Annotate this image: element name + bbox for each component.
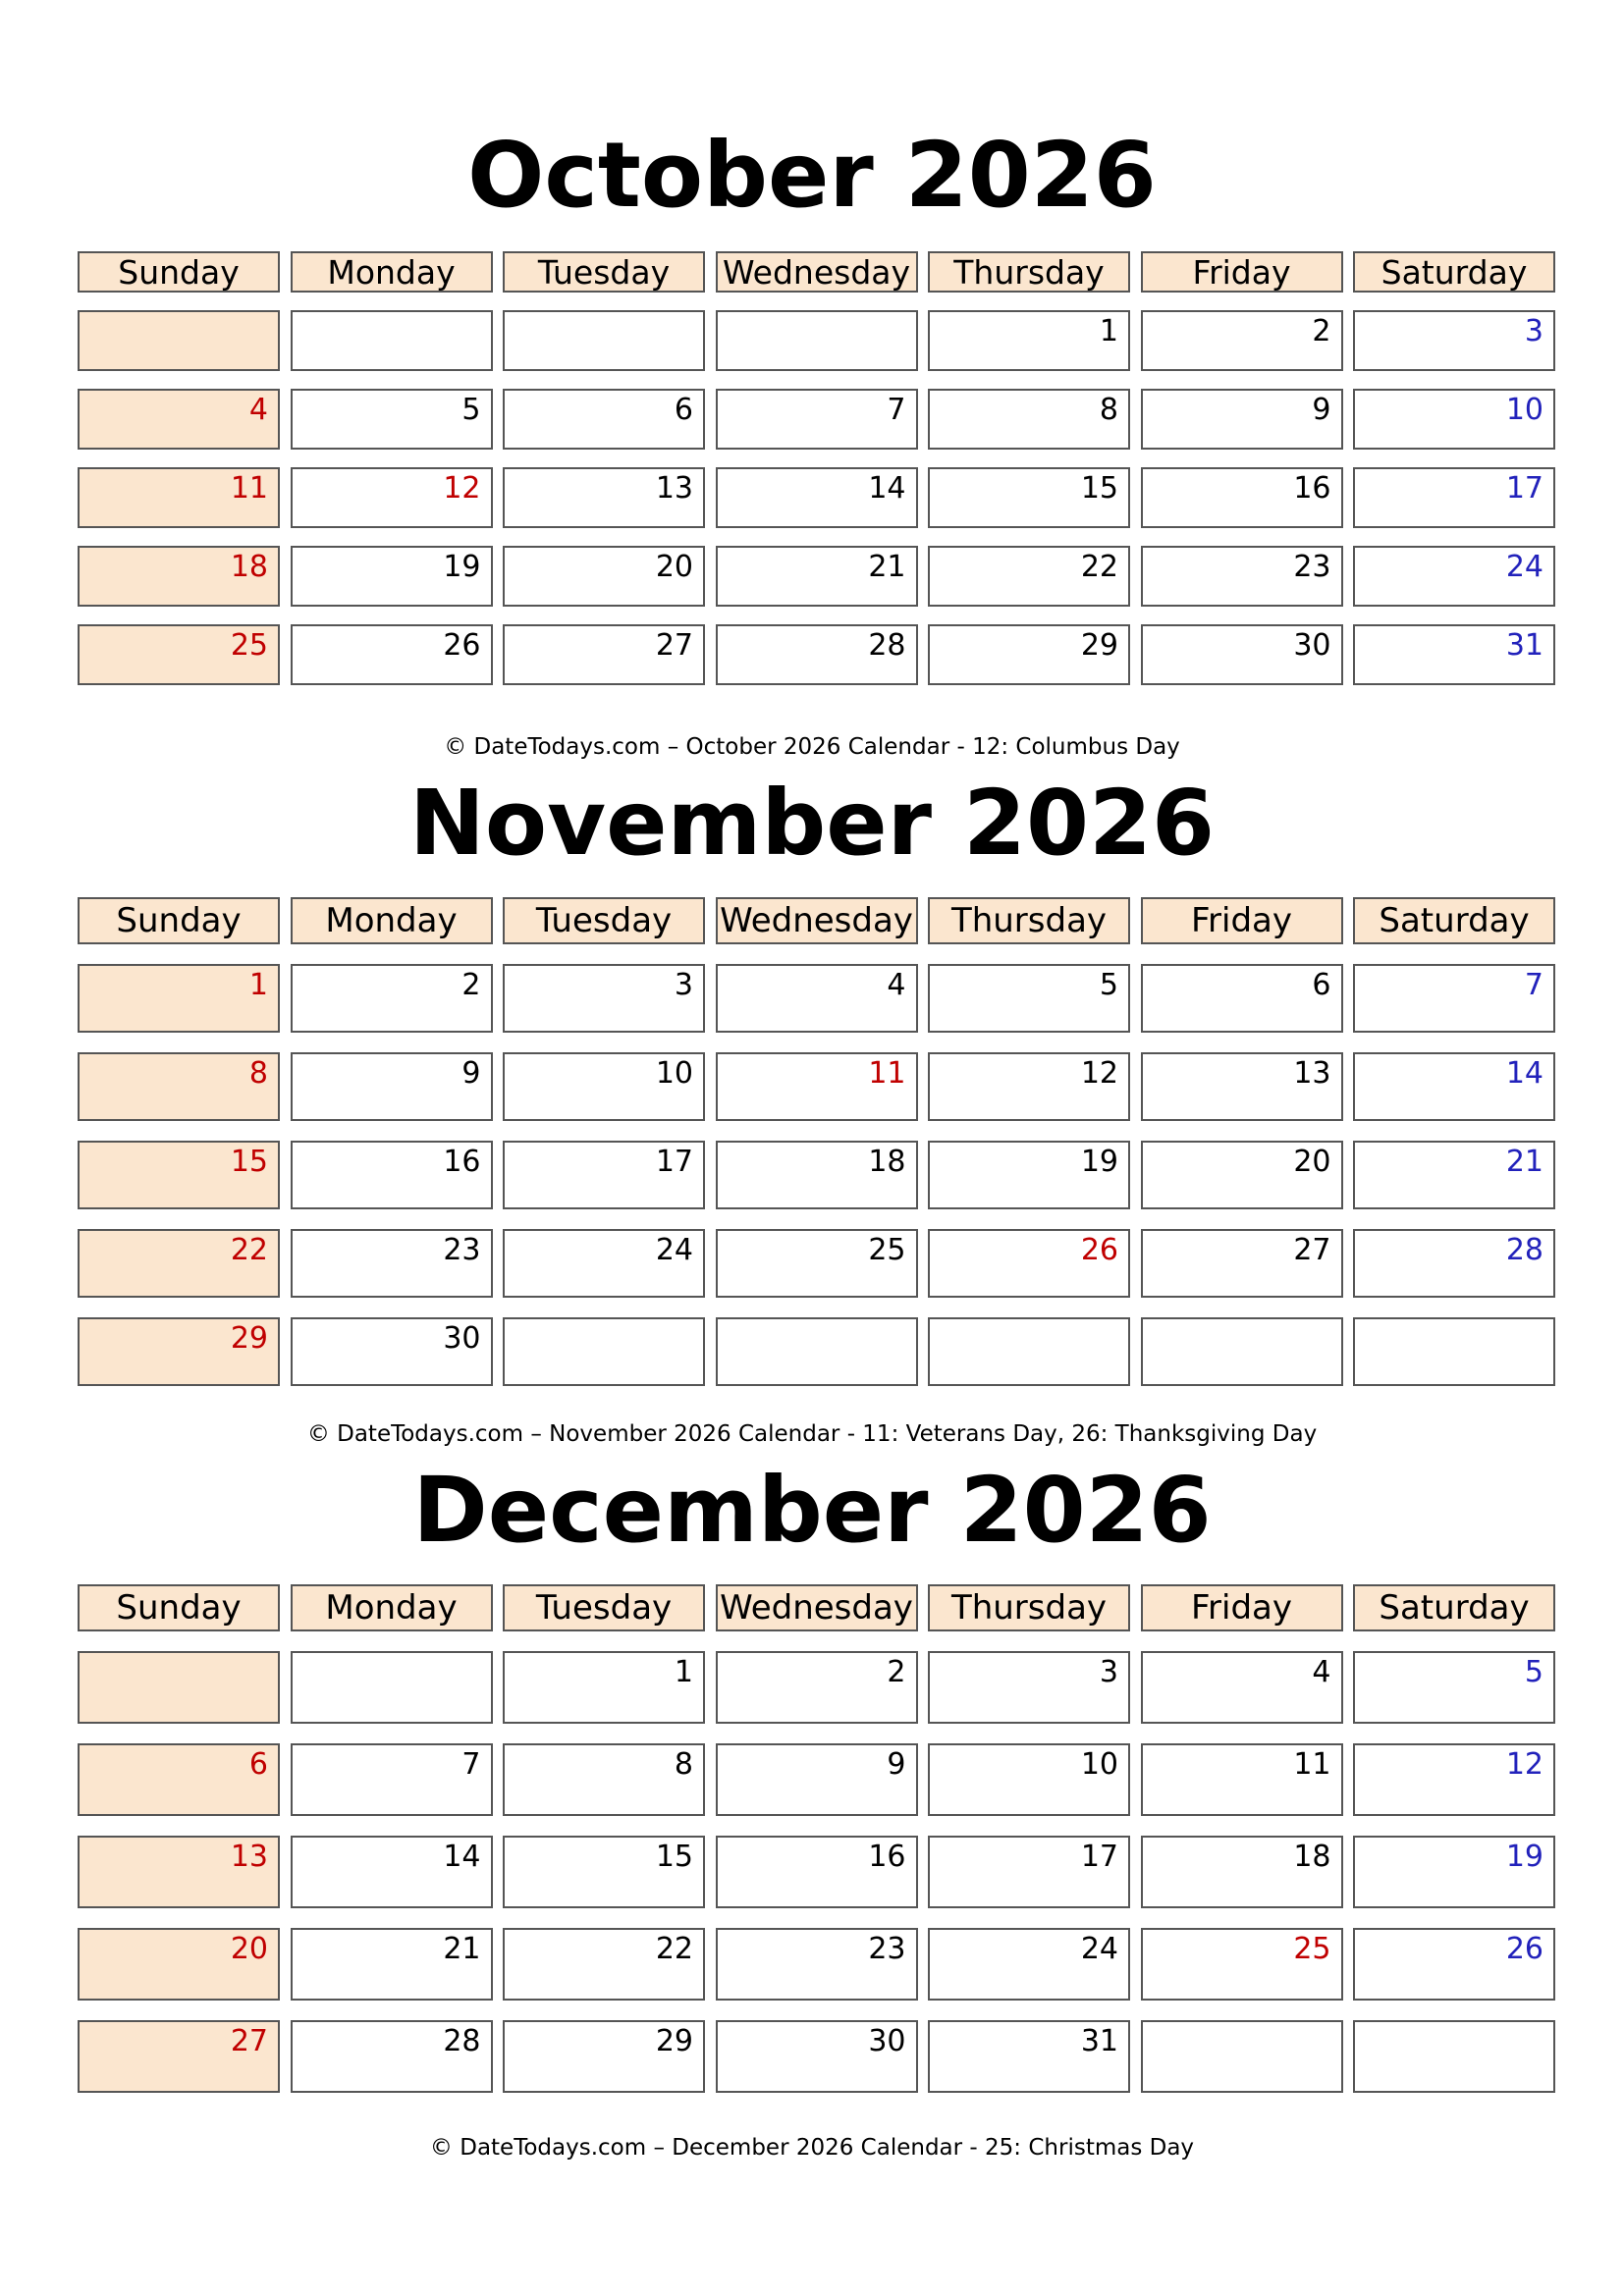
calendar-grid-october [78,251,1555,685]
day-cell [503,1229,705,1298]
day-cell [928,310,1130,371]
weekday-header-thursday: Thursday [928,1584,1130,1631]
day-cell [928,1141,1130,1209]
day-cell [78,624,280,685]
month-footer-october: © DateTodays.com – October 2026 Calendar - 12: Columbus Day [444,734,1180,760]
day-cell [78,1141,280,1209]
day-cell [716,1229,918,1298]
day-cell [503,546,705,607]
day-number: 1 [248,968,268,1002]
day-cell [928,1836,1130,1908]
day-cell [928,624,1130,685]
day-number: 27 [1293,1233,1331,1267]
day-number: 14 [868,471,906,506]
day-number: 27 [655,628,693,663]
day-cell [291,1651,493,1724]
day-number: 16 [443,1145,481,1179]
day-cell [1353,1317,1555,1386]
day-number: 16 [1293,471,1331,506]
day-number: 4 [248,393,268,427]
day-number: 22 [655,1932,693,1966]
day-cell [928,467,1130,528]
day-cell [928,389,1130,450]
day-cell [928,1651,1130,1724]
day-cell [1353,546,1555,607]
weekday-header-thursday: Thursday [928,251,1130,293]
day-cell [928,2020,1130,2093]
day-number: 21 [868,550,906,584]
day-cell [78,1836,280,1908]
week-row [78,624,1555,685]
day-number: 22 [1080,550,1118,584]
day-cell [503,389,705,450]
weekday-header-saturday: Saturday [1353,1584,1555,1631]
day-number: 3 [1099,1655,1118,1689]
weekday-header-thursday: Thursday [928,897,1130,944]
day-cell [928,1317,1130,1386]
day-number: 7 [461,1747,481,1782]
day-cell [716,310,918,371]
day-number: 2 [887,1655,906,1689]
day-cell [78,1229,280,1298]
day-number: 2 [1312,314,1331,348]
day-cell [716,546,918,607]
day-number: 17 [1080,1840,1118,1874]
day-cell [1353,1651,1555,1724]
day-cell [928,1743,1130,1816]
weekday-header-saturday: Saturday [1353,897,1555,944]
day-number: 28 [443,2024,481,2058]
day-cell [291,389,493,450]
day-cell [1353,1928,1555,2001]
day-number: 20 [1293,1145,1331,1179]
day-cell [928,1229,1130,1298]
day-number: 22 [230,1233,268,1267]
day-cell [1141,1836,1343,1908]
week-row [78,2020,1555,2093]
day-cell [291,1229,493,1298]
week-row [78,546,1555,607]
day-number: 19 [443,550,481,584]
day-cell [716,1836,918,1908]
day-cell [503,2020,705,2093]
week-row [78,1928,1555,2001]
day-cell [1141,1229,1343,1298]
day-cell [78,310,280,371]
day-number: 14 [1505,1056,1543,1091]
weekday-header-sunday: Sunday [78,251,280,293]
day-cell [1353,2020,1555,2093]
day-number: 2 [461,968,481,1002]
day-cell [716,1141,918,1209]
day-cell [503,624,705,685]
week-row [78,1141,1555,1209]
day-cell [928,1928,1130,2001]
day-cell [1353,389,1555,450]
day-number: 25 [1293,1932,1331,1966]
day-number: 18 [1293,1840,1331,1874]
day-number: 3 [1524,314,1543,348]
calendar-grid-december [78,1584,1555,2093]
weekday-header-tuesday: Tuesday [503,1584,705,1631]
day-number: 30 [868,2024,906,2058]
day-cell [503,1317,705,1386]
day-cell [716,624,918,685]
day-cell [503,964,705,1033]
day-cell [1141,467,1343,528]
weekday-header-wednesday: Wednesday [716,897,918,944]
day-cell [1141,389,1343,450]
day-number: 24 [1505,550,1543,584]
day-cell [78,964,280,1033]
day-number: 28 [868,628,906,663]
day-cell [503,1651,705,1724]
day-number: 18 [230,550,268,584]
day-number: 26 [1505,1932,1543,1966]
day-cell [1141,1743,1343,1816]
month-title-november: November 2026 [408,771,1216,876]
day-cell [928,964,1130,1033]
day-number: 8 [248,1056,268,1091]
week-row [78,964,1555,1033]
day-number: 5 [461,393,481,427]
day-cell [1141,964,1343,1033]
day-cell [78,389,280,450]
day-number: 28 [1505,1233,1543,1267]
day-cell [291,624,493,685]
day-number: 31 [1080,2024,1118,2058]
day-cell [716,1928,918,2001]
day-number: 13 [230,1840,268,1874]
weekday-header-monday: Monday [291,251,493,293]
week-row [78,389,1555,450]
day-cell [78,467,280,528]
day-cell [1353,624,1555,685]
day-cell [291,467,493,528]
day-number: 19 [1080,1145,1118,1179]
day-cell [928,1052,1130,1121]
weekday-header-wednesday: Wednesday [716,251,918,293]
day-cell [1141,1141,1343,1209]
calendar-grid-november [78,897,1555,1386]
day-cell [716,2020,918,2093]
month-title-october: October 2026 [467,123,1157,228]
weekday-header-sunday: Sunday [78,1584,280,1631]
weekday-header-friday: Friday [1141,1584,1343,1631]
day-number: 14 [443,1840,481,1874]
day-number: 10 [1080,1747,1118,1782]
day-cell [928,546,1130,607]
day-cell [503,467,705,528]
day-cell [503,1928,705,2001]
day-number: 4 [887,968,906,1002]
day-cell [291,1928,493,2001]
weekday-header-row [78,251,1555,293]
weekday-header-monday: Monday [291,1584,493,1631]
day-number: 17 [655,1145,693,1179]
day-cell [1353,1229,1555,1298]
day-number: 8 [674,1747,693,1782]
day-number: 12 [1080,1056,1118,1091]
day-cell [1353,964,1555,1033]
day-number: 11 [230,471,268,506]
day-number: 25 [230,628,268,663]
day-number: 24 [1080,1932,1118,1966]
day-number: 10 [1505,393,1543,427]
day-number: 25 [868,1233,906,1267]
day-cell [291,546,493,607]
weekday-header-friday: Friday [1141,897,1343,944]
day-number: 11 [868,1056,906,1091]
day-cell [716,467,918,528]
day-number: 1 [674,1655,693,1689]
day-cell [1141,546,1343,607]
day-number: 6 [674,393,693,427]
week-row [78,310,1555,371]
day-number: 9 [461,1056,481,1091]
day-number: 30 [1293,628,1331,663]
day-cell [716,1743,918,1816]
day-number: 4 [1312,1655,1331,1689]
week-row [78,1229,1555,1298]
month-title-december: December 2026 [412,1458,1212,1563]
day-cell [78,1052,280,1121]
day-number: 15 [230,1145,268,1179]
day-cell [503,1052,705,1121]
day-cell [1141,1651,1343,1724]
day-number: 16 [868,1840,906,1874]
day-cell [716,964,918,1033]
day-cell [503,1836,705,1908]
day-number: 5 [1099,968,1118,1002]
day-cell [291,1317,493,1386]
weekday-header-tuesday: Tuesday [503,897,705,944]
week-row [78,1651,1555,1724]
day-cell [291,2020,493,2093]
day-number: 30 [443,1321,481,1356]
day-cell [1141,1052,1343,1121]
week-row [78,1743,1555,1816]
day-number: 31 [1505,628,1543,663]
weekday-header-tuesday: Tuesday [503,251,705,293]
day-number: 9 [887,1747,906,1782]
day-cell [1353,1141,1555,1209]
weekday-header-friday: Friday [1141,251,1343,293]
day-cell [1141,310,1343,371]
day-cell [1353,1052,1555,1121]
month-footer-december: © DateTodays.com – December 2026 Calendar - 25: Christmas Day [429,2135,1195,2161]
day-cell [716,389,918,450]
day-number: 20 [655,550,693,584]
day-number: 26 [1080,1233,1118,1267]
day-cell [291,1141,493,1209]
day-number: 23 [1293,550,1331,584]
day-cell [503,310,705,371]
day-number: 8 [1099,393,1118,427]
day-number: 29 [230,1321,268,1356]
day-number: 23 [868,1932,906,1966]
day-number: 18 [868,1145,906,1179]
day-number: 11 [1293,1747,1331,1782]
day-number: 3 [674,968,693,1002]
day-number: 9 [1312,393,1331,427]
day-number: 24 [655,1233,693,1267]
weekday-header-row [78,1584,1555,1631]
day-number: 7 [887,393,906,427]
day-cell [503,1141,705,1209]
day-number: 1 [1099,314,1118,348]
day-cell [291,1743,493,1816]
day-number: 12 [1505,1747,1543,1782]
weekday-header-sunday: Sunday [78,897,280,944]
day-number: 10 [655,1056,693,1091]
day-cell [503,1743,705,1816]
day-number: 21 [1505,1145,1543,1179]
weekday-header-row [78,897,1555,944]
day-cell [716,1651,918,1724]
day-cell [291,1052,493,1121]
day-cell [78,1317,280,1386]
day-cell [291,964,493,1033]
day-number: 20 [230,1932,268,1966]
day-cell [1141,1317,1343,1386]
day-cell [1141,1928,1343,2001]
day-number: 13 [655,471,693,506]
day-cell [78,1928,280,2001]
weekday-header-wednesday: Wednesday [716,1584,918,1631]
day-number: 19 [1505,1840,1543,1874]
day-number: 21 [443,1932,481,1966]
day-cell [78,2020,280,2093]
day-cell [1353,1743,1555,1816]
day-number: 29 [1080,628,1118,663]
weekday-header-saturday: Saturday [1353,251,1555,293]
day-cell [78,546,280,607]
day-number: 23 [443,1233,481,1267]
day-cell [716,1052,918,1121]
week-row [78,1317,1555,1386]
day-cell [1353,1836,1555,1908]
day-cell [291,1836,493,1908]
day-number: 13 [1293,1056,1331,1091]
day-cell [716,1317,918,1386]
day-number: 27 [230,2024,268,2058]
day-number: 7 [1524,968,1543,1002]
day-cell [291,310,493,371]
weekday-header-monday: Monday [291,897,493,944]
week-row [78,1052,1555,1121]
day-number: 29 [655,2024,693,2058]
day-number: 6 [1312,968,1331,1002]
day-cell [78,1743,280,1816]
day-cell [78,1651,280,1724]
day-cell [1353,467,1555,528]
day-cell [1141,2020,1343,2093]
day-cell [1141,624,1343,685]
day-number: 26 [443,628,481,663]
day-number: 5 [1524,1655,1543,1689]
day-cell [1353,310,1555,371]
day-number: 17 [1505,471,1543,506]
week-row [78,1836,1555,1908]
day-number: 6 [248,1747,268,1782]
day-number: 15 [1080,471,1118,506]
day-number: 12 [443,471,481,506]
day-number: 15 [655,1840,693,1874]
month-footer-november: © DateTodays.com – November 2026 Calendar - 11: Veterans Day, 26: Thanksgiving Day [306,1421,1318,1447]
week-row [78,467,1555,528]
